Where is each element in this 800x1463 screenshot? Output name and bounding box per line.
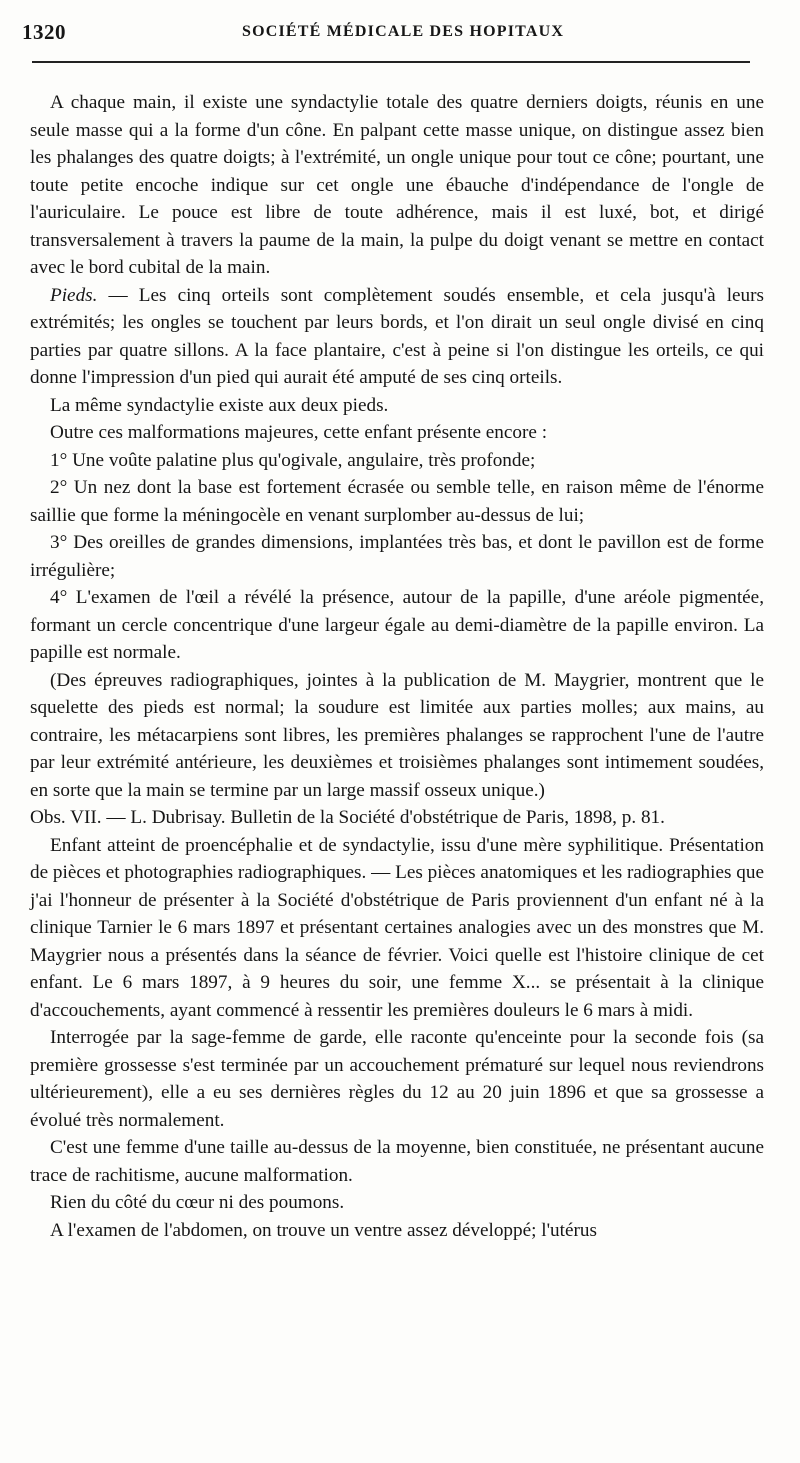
- paragraph-case-history: Enfant atteint de proencéphalie et de syndactylie, issu d'une mère syphilitique. Présentation de pièces et photographies radiographiques. — Les pièces anatomiques et les radiographies que j'ai l'honneur de présenter à la Société d'obstétrique de Paris proviennent d'un enfant né à la clinique Tarnier le 6 mars 1897 et présentant certaines analogies avec un des monstres que M. Maygrier nous a présentés dans la séance de février. Voici quelle est l'histoire clinique de cet enfant. Le 6 mars 1897, à 9 heures du soir, une femme X... se présentait à la clinique d'accouchements, ayant commencé à ressentir les premières douleurs le 6 mars à midi.: [30, 834, 764, 1021]
- paragraph-radiographs: (Des épreuves radiographiques, jointes à la publication de M. Maygrier, montrent que le squelette des pieds est normal; la soudure est limitée aux parties molles; aux mains, au contraire, les métacarpiens sont libres, les premières phalanges se rapprochent l'une de l'autre par leur extrémité antérieure, les deuxièmes et troisièmes phalanges sont intimement soudées, en sorte que la main se termine par un large massif osseux unique.): [30, 669, 764, 801]
- observation-heading: Obs. VII. — L. Dubrisay. Bulletin de la Société d'obstétrique de Paris, 1898, p. 81.: [30, 807, 665, 828]
- paragraph-label: Pieds.: [50, 284, 98, 306]
- list-item-2: 2° Un nez dont la base est fortement écrasée ou semble telle, en raison même de l'énorme saillie que forme la méningocèle en venant surplomber au-dessus de lui;: [30, 477, 764, 526]
- paragraph-same-syndactyly: La même syndactylie existe aux deux pieds.: [50, 394, 389, 416]
- paragraph-other-malformations: Outre ces malformations majeures, cette enfant présente encore :: [50, 422, 548, 443]
- paragraph-interrogation: Interrogée par la sage-femme de garde, elle raconte qu'enceinte pour la seconde fois (sa première grossesse s'est terminée par un accouchement prématuré sur lequel nous reviendrons ultérieurement), elle a eu ses dernières règles du 12 au 20 juin 1896 et que sa grossesse a évolué très normalement.: [30, 1027, 764, 1131]
- paragraph-hands: A chaque main, il existe une syndactylie totale des quatre derniers doigts, réunis en une seule masse qui a la forme d'un cône. En palpant cette masse unique, on distingue assez bien les phalanges des quatre doigts; à l'extrémité, un ongle unique pour tout ce cône; pourtant, une toute petite encoche indique sur cet ongle une ébauche d'indépendance de l'ongle de l'auriculaire. Le pouce est libre de toute adhérence, mais il est luxé, bot, et dirigé transversalement à travers la paume de la main, la pulpe du doigt venant se mettre en contact avec le bord cubital de la main.: [30, 92, 764, 278]
- body-text: [30, 89, 764, 1244]
- paragraph-feet: [30, 282, 764, 392]
- paragraph-woman-description: C'est une femme d'une taille au-dessus de la moyenne, bien constituée, ne présentant aucune trace de rachitisme, aucune malformation.: [30, 1137, 764, 1186]
- list-item-1: 1° Une voûte palatine plus qu'ogivale, angulaire, très profonde;: [50, 449, 536, 471]
- list-item-3: 3° Des oreilles de grandes dimensions, implantées très bas, et dont le pavillon est de forme irrégulière;: [30, 532, 764, 581]
- paragraph-feet-text: — Les cinq orteils sont complètement soudés ensemble, et cela jusqu'à leurs extrémités; les ongles se touchent par leurs bords, et l'on dirait un seul ongle divisé en cinq parties par quatre sillons. A la face plantaire, c'est à peine si l'on distingue les orteils, ce qui donne l'impression d'un pied qui aurait été amputé de ses cinq orteils.: [30, 284, 764, 388]
- list-item-4: 4° L'examen de l'œil a révélé la présence, autour de la papille, d'une aréole pigmentée, formant un cercle concentrique d'une largeur égale au demi-diamètre de la papille environ. La papille est normale.: [30, 587, 764, 663]
- paragraph-abdomen: A l'examen de l'abdomen, on trouve un ventre assez développé; l'utérus: [50, 1219, 597, 1241]
- paragraph-heart-lungs: Rien du côté du cœur ni des poumons.: [50, 1192, 345, 1213]
- running-title: SOCIÉTÉ MÉDICALE DES HOPITAUX: [242, 23, 565, 40]
- page-number: 1320: [22, 20, 66, 44]
- running-head: [22, 20, 760, 44]
- header-rule: [32, 61, 750, 63]
